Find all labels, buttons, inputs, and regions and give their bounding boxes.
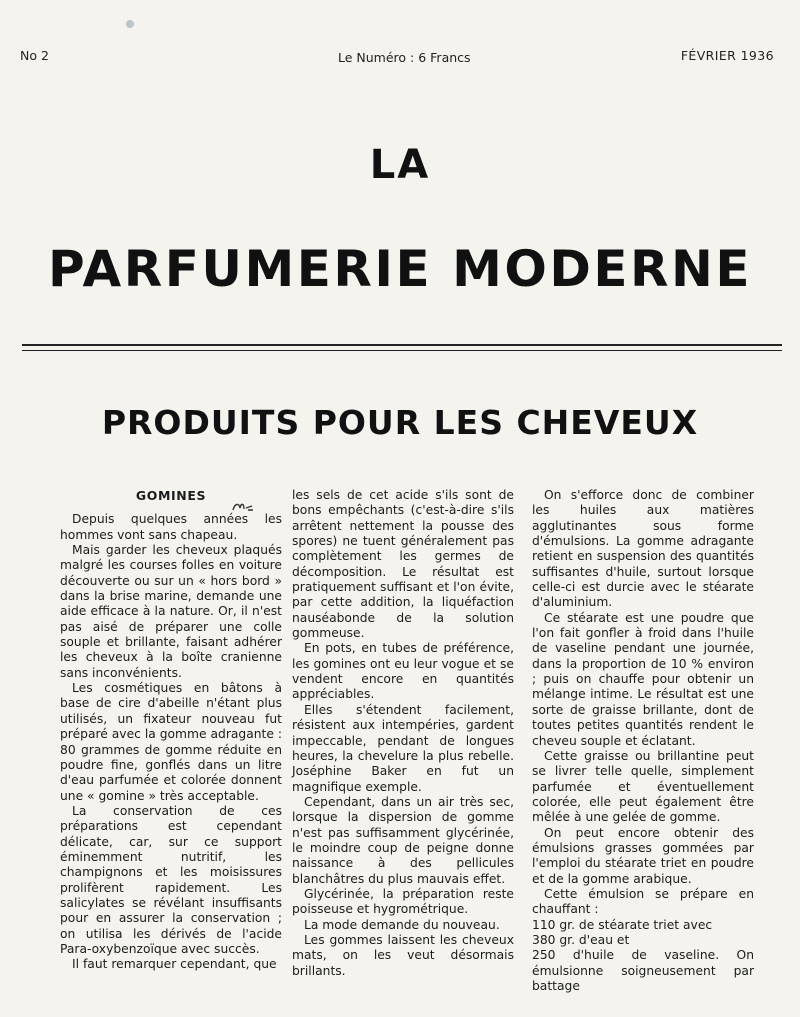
paragraph: Cette graisse ou brillantine peut se livrer telle quelle, simplement parfumée et éventuellement colorée, elle peut également être mêlée à une gelée de gomme. bbox=[532, 748, 754, 825]
issue-date: FÉVRIER 1936 bbox=[680, 48, 774, 63]
paragraph: Les gommes laissent les cheveux mats, on les veut désormais brillants. bbox=[292, 932, 514, 978]
issue-price: Le Numéro : 6 Francs bbox=[338, 50, 471, 65]
paragraph: La conservation de ces préparations est cependant délicate, car, sur ce support éminemment nutritif, les champignons et les moisissures prolifèrent rapidement. Les salicylates se révélant insuffisants pour en assurer la conservation ; on utilisa les dérivés de l'acide Para-oxybenzoïque avec succès. bbox=[60, 803, 282, 956]
paragraph: On s'efforce donc de combiner les huiles aux matières agglutinantes sous forme d'émulsions. La gomme adragante retient en suspension des quantités suffisantes d'huile, surtout lorsque celle-ci est durcie avec le stéarate d'aluminium. bbox=[532, 488, 754, 610]
masthead-title: PARFUMERIE MODERNE bbox=[47, 240, 752, 298]
paragraph: Il faut remarquer cependant, que bbox=[72, 957, 277, 972]
recipe-line: 380 gr. d'eau et bbox=[532, 932, 630, 947]
paragraph: On peut encore obtenir des émulsions grasses gommées par l'emploi du stéarate triet en poudre et de la gomme arabique. bbox=[532, 825, 754, 886]
paragraph: Les cosmétiques en bâtons à base de cire d'abeille n'étant plus utilisés, un fixateur nouveau fut préparé avec la gomme adragante : 80 grammes de gomme réduite en poudre fine, gonflés dans un litre d'eau parfumée et colorée donnent une « gomine » très acceptable. bbox=[60, 681, 282, 803]
recipe-line: 110 gr. de stéarate triet avec bbox=[532, 917, 713, 932]
flourish-ornament-icon bbox=[230, 500, 256, 514]
paragraph: Cependant, dans un air très sec, lorsque la dispersion de gomme n'est pas suffisamment glycérinée, le moindre coup de peigne donne naissance à des pellicules blanchâtres du plus mauvais effet. bbox=[292, 794, 514, 886]
paragraph: Mais garder les cheveux plaqués malgré les courses folles en voiture découverte ou sur un « hors bord » dans la brise marine, demande une aide efficace à la nature. Or, il n'est pas aisé de préparer une colle souple et brillante, faisant adhérer les cheveux à la boîte cranienne sans inconvénients. bbox=[60, 543, 282, 680]
recipe-line: 250 d'huile de vaseline. On émulsionne soigneusement par battage bbox=[532, 948, 754, 993]
article-column-3 bbox=[532, 488, 754, 994]
paragraph: Depuis quelques années les hommes vont sans chapeau. bbox=[60, 512, 282, 542]
article-column-1 bbox=[60, 488, 282, 973]
ink-spot-mark bbox=[126, 20, 134, 28]
masthead-rule-thick bbox=[22, 344, 782, 346]
paragraph: Cette émulsion se prépare en chauffant : bbox=[532, 886, 754, 917]
paragraph: Ce stéarate est une poudre que l'on fait gonfler à froid dans l'huile de vaseline pendant une journée, dans la proportion de 10 % environ ; puis on chauffe pour obtenir un mélange intime. Le résultat est une sorte de graisse brillante, dont de toutes petites quantités rendent le cheveu souple et éclatant. bbox=[532, 610, 754, 748]
article-column-2 bbox=[292, 488, 514, 979]
paragraph: Glycérinée, la préparation reste poisseuse et hygrométrique. bbox=[292, 886, 514, 917]
subhead-text: GOMINES bbox=[135, 488, 207, 503]
paragraph: les sels de cet acide s'ils sont de bons empêchants (c'est-à-dire s'ils arrêtent nettement la pousse des spores) ne tuent généralement pas complètement les germes de décomposition. Le résultat est pratiquement suffisant et l'on évite, par cette addition, la liquéfaction nauséabonde de la solution gommeuse. bbox=[292, 488, 514, 641]
masthead-rule-thin bbox=[22, 350, 782, 351]
page-header bbox=[20, 48, 780, 68]
paragraph: La mode demande du nouveau. bbox=[304, 917, 500, 932]
issue-number: No 2 bbox=[20, 48, 49, 63]
paragraph: Elles s'étendent facilement, résistent aux intempéries, gardent impeccable, pendant de longues heures, la chevelure la plus rebelle. Joséphine Baker en fut un magnifique exemple. bbox=[292, 702, 514, 794]
article-title: PRODUITS POUR LES CHEVEUX bbox=[101, 403, 699, 442]
masthead-article: LA bbox=[369, 142, 431, 188]
paragraph: En pots, en tubes de préférence, les gomines ont eu leur vogue et se vendent encore en quantités appréciables. bbox=[292, 641, 514, 702]
